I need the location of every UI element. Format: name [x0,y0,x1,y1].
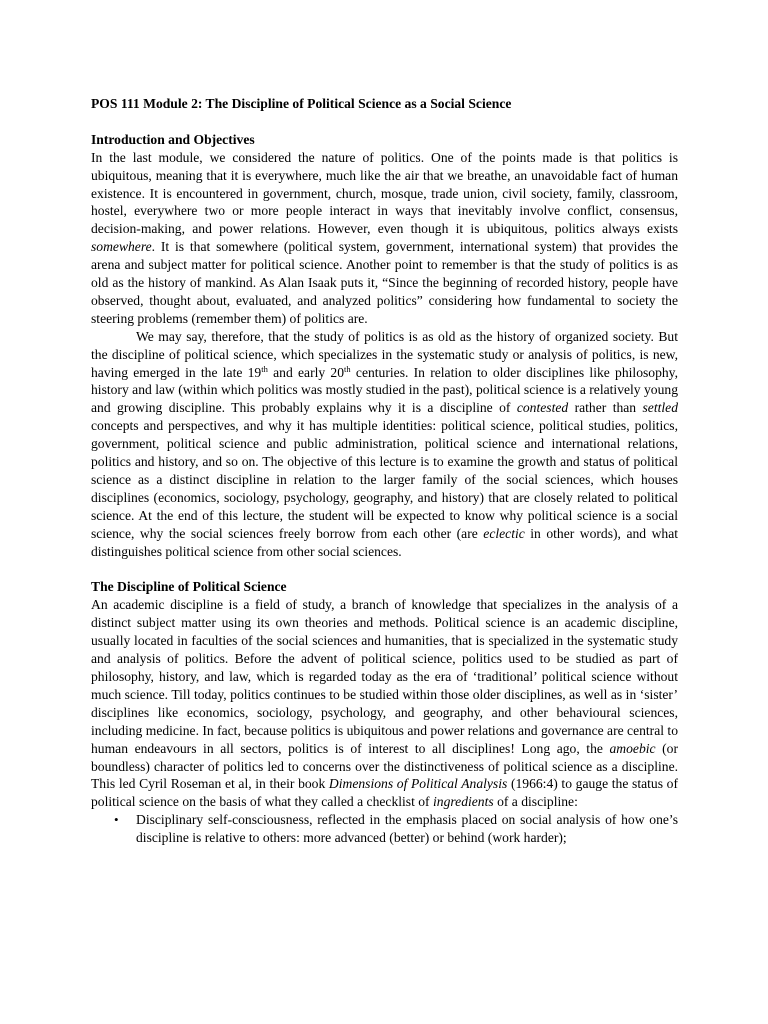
superscript: th [261,363,268,374]
emphasis-text: contested [516,400,569,416]
section-heading-introduction: Introduction and Objectives [91,131,255,147]
bullet-icon: • [114,812,119,828]
text-run: An academic discipline is a field of study, a branch of knowledge that specializes in the analysis of a distinct subject matter using its own theories and methods. Political science is an academic discipline, usually located in faculties of the social sciences and humanities, that is specialized in the systematic study and analysis of politics. Before the advent of political science, politics used to be studied as part of philosophy, history, and law, which is regarded today as the era of ‘traditional’ political science without much science. Till today, politics continues to be studied within those older disciplines, as well as in ‘sister’ disciplines like economics, sociology, psychology, and geography, and other behavioural sciences, including medicine. In fact, because politics is ubiquitous and power relations and governance are central to human endeavours in all sectors, politics is of interest to all disciplines! Long ago, the [91,597,678,756]
paragraph-discipline [91,596,678,811]
list-item-text: Disciplinary self-consciousness, reflected in the emphasis placed on social analysis of how one’s discipline is relative to others: more advanced (better) or behind (work harder); [136,812,678,846]
text-run: In the last module, we considered the nature of politics. One of the points made is that politics is ubiquitous, meaning that it is everywhere, much like the air that we breathe, an unavoidable fact of human existence. It is encountered in government, church, mosque, trade union, civil society, family, classroom, hostel, everywhere two or more people interact in ways that inevitably involve conflict, consensus, decision-making, and power relations. However, even though it is ubiquitous, politics always exists [91,149,678,237]
text-run: centuries. In relation to older disciplines like philosophy, history and law (within which politics was mostly studied in the past), political science is a relatively young and growing discipline. This probably explains why it is a discipline of [91,364,678,416]
book-title: Dimensions of Political Analysis [328,776,508,792]
list-item [114,811,678,847]
spacer [91,113,678,131]
bullet-list [91,811,678,847]
text-run: of a discipline: [493,794,578,810]
superscript: th [344,363,351,374]
section-heading-discipline: The Discipline of Political Science [91,579,287,595]
text-run: concepts and perspectives, and why it has multiple identities: political science, political studies, politics, government, political science and public administration, political science and international relations, politics and history, and so on. The objective of this lecture is to examine the growth and status of political science as a distinct discipline in relation to the larger family of the social sciences, which houses disciplines (economics, sociology, psychology, geography, and history) that are closely related to political science. At the end of this lecture, the student will be expected to know why political science is a social science, why the social sciences freely borrow from each other (are [91,418,678,541]
document-title: POS 111 Module 2: The Discipline of Political Science as a Social Science [91,96,512,111]
paragraph-introduction-2 [91,328,678,561]
document-page [91,95,678,847]
emphasis-text: eclectic [483,525,525,541]
text-run: (1966:4) to gauge the status of political science on the basis of what they called a checklist of [91,776,678,810]
text-run: (or boundless) character of politics led to concerns over the distinctiveness of political science as a discipline. This led Cyril Roseman et al, in their book [91,740,678,792]
emphasis-text: settled [642,400,679,416]
paragraph-introduction-1 [91,149,678,328]
text-run: rather than [568,400,643,416]
text-run: . It is that somewhere (political system, government, international system) that provides the arena and subject matter for political science. Another point to remember is that the study of politics is as old as the history of mankind. As Alan Isaak puts it, “Since the beginning of recorded history, people have observed, thought about, evaluated, and analyzed politics” considering how fundamental to society the steering problems (remember them) of politics are. [91,239,678,326]
emphasis-text: somewhere [91,239,152,255]
text-run: in other words), and what distinguishes political science from other social sciences. [91,525,679,559]
emphasis-text: amoebic [609,740,656,756]
text-run: and early 20 [267,364,345,380]
spacer [91,561,678,579]
text-run: We may say, therefore, that the study of politics is as old as the history of organized society. But the discipline of political science, which specializes in the systematic study or analysis of politics, is new, having emerged in the late 19 [91,328,678,380]
emphasis-text: ingredients [433,794,494,810]
